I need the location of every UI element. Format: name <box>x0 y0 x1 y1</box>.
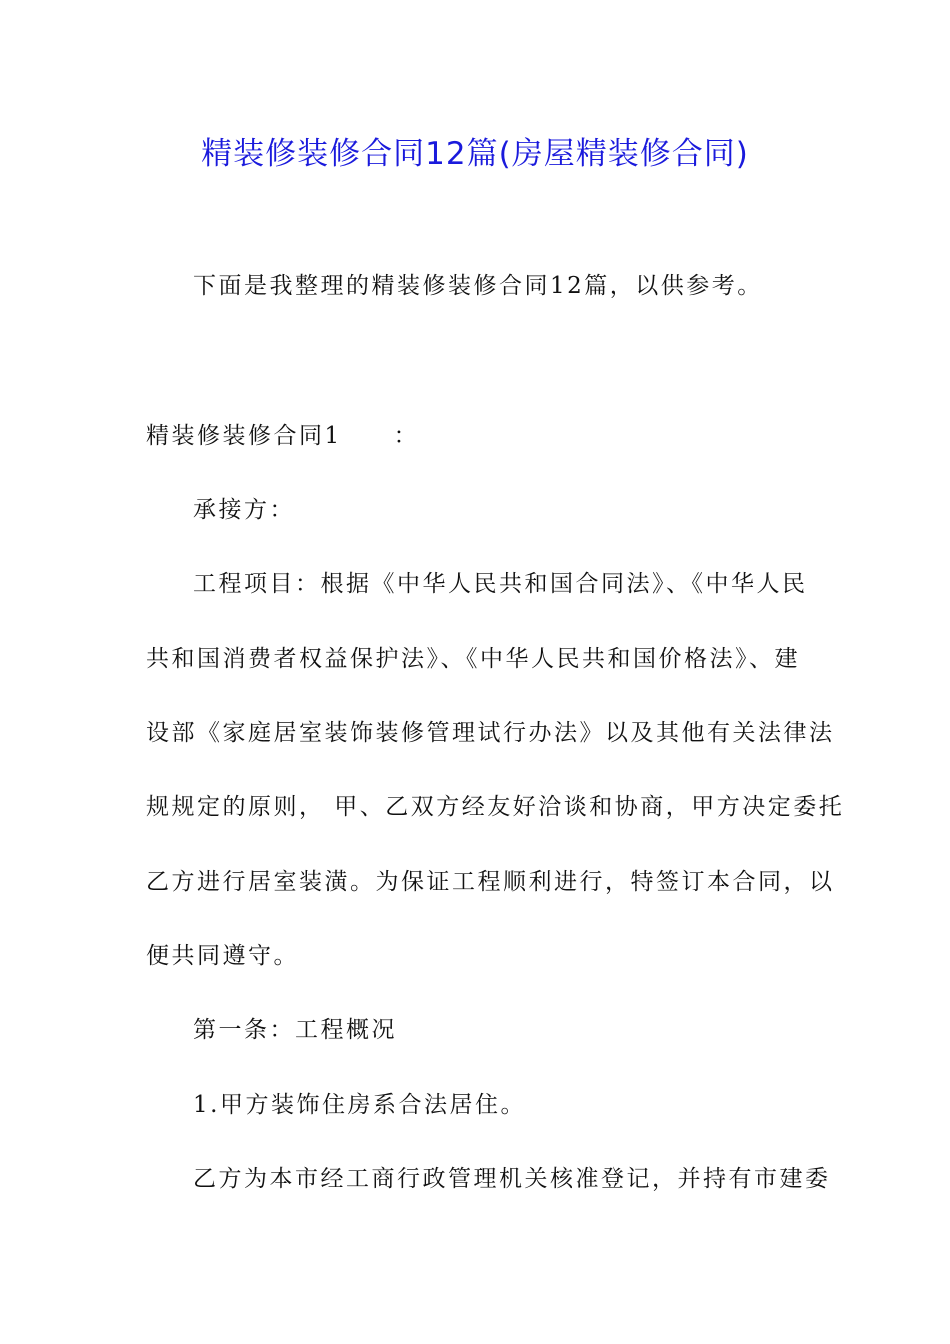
section-heading-text: 精装修装修合同1 <box>146 423 342 449</box>
paragraph-line: 设部《家庭居室装饰装修管理试行办法》以及其他有关法律法 <box>146 720 835 746</box>
paragraph-line: 便共同遵守。 <box>146 943 299 969</box>
article-heading: 第一条：工程概况 <box>193 1017 397 1043</box>
section-heading-colon: ： <box>393 423 420 449</box>
paragraph-line: 工程项目：根据《中华人民共和国合同法》、《中华人民 <box>193 571 808 597</box>
contractor-label: 承接方： <box>193 497 295 523</box>
paragraph-line: 乙方进行居室装潢。为保证工程顺利进行，特签订本合同，以 <box>146 869 835 895</box>
paragraph-line: 乙方为本市经工商行政管理机关核准登记，并持有市建委 <box>193 1166 831 1192</box>
paragraph-line: 共和国消费者权益保护法》、《中华人民共和国价格法》、建 <box>146 646 800 672</box>
intro-paragraph: 下面是我整理的精装修装修合同12篇，以供参考。 <box>193 273 763 299</box>
list-item: 1.甲方装饰住房系合法居住。 <box>193 1092 526 1118</box>
document-title: 精装修装修合同12篇(房屋精装修合同) <box>201 136 749 172</box>
paragraph-line: 规规定的原则， 甲、乙双方经友好洽谈和协商，甲方决定委托 <box>146 794 845 820</box>
section-heading <box>146 418 826 454</box>
